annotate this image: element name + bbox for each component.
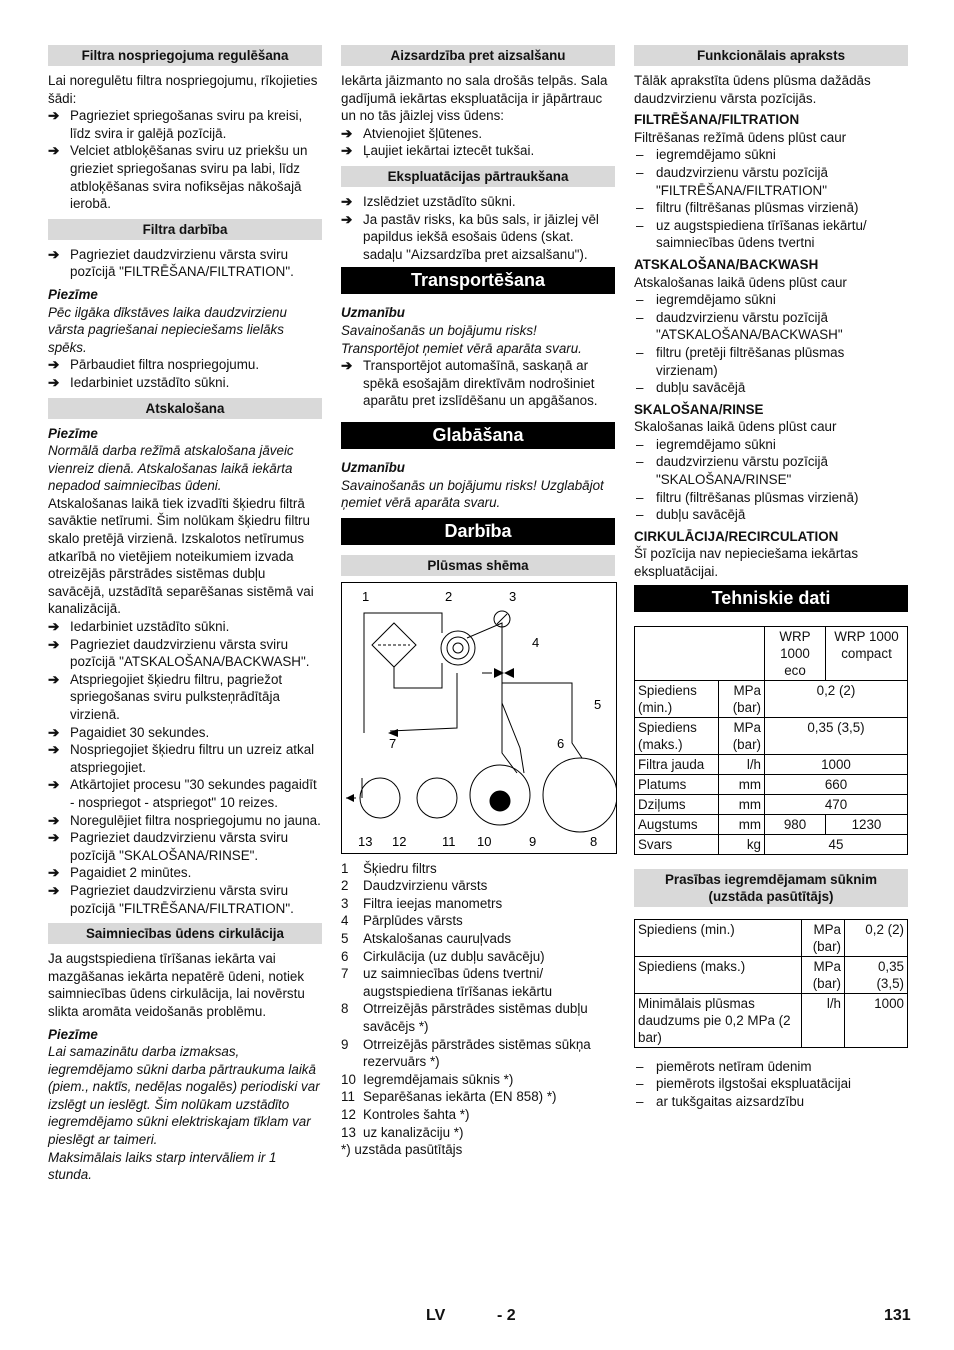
step — [48, 812, 322, 830]
arrow-icon: ➔ — [48, 812, 60, 828]
step-text: iegremdējamo sūkni — [656, 147, 776, 163]
paragraph: Ja augstspiediena tīrīšanas iekārta vai mazgāšanas iekārta nepatērē ūdeni, notiek saimniecības ūdens cirkulācija, lai novērstu slikta aromāta veidošanās problēmu. — [48, 951, 305, 1019]
section-heading: Filtra nospriegojuma regulēšana — [48, 45, 322, 66]
row-unit: kg — [718, 834, 764, 854]
arrow-icon — [346, 794, 354, 802]
legend-number: 1 — [341, 860, 349, 876]
note-text: Normālā darba režīmā atskalošana jāveic vienreiz dienā. Atskalošanas laikā iekārta nepadod saimniecības ūdeni. — [48, 443, 294, 494]
tech-data-table — [634, 626, 908, 855]
row-value: 1000 — [765, 754, 908, 774]
legend-number: 7 — [341, 966, 349, 982]
legend-text: uz kanalizāciju *) — [363, 1124, 464, 1140]
row-label: Dziļums — [635, 794, 719, 814]
arrow-icon: ➔ — [48, 619, 60, 635]
step-text: Atkārtojiet procesu "30 sekundes pagaidīt - nospriegot - atspriegot" 10 reizes. — [70, 777, 317, 810]
legend-number: 2 — [341, 878, 349, 894]
legend-number: 10 — [341, 1071, 356, 1087]
row-label: Minimālais plūsmas daudzums pie 0,2 MPa (2 bar) — [635, 993, 802, 1047]
diagram-label-10: 10 — [477, 833, 492, 849]
row-label: Filtra jauda — [635, 754, 719, 774]
row-value: 0,2 (2) — [845, 919, 908, 956]
requirement-list — [634, 1058, 908, 1111]
paragraph: Tālāk aprakstīta ūdens plūsma dažādās daudzvirzienu vārsta pozīcijās. — [634, 73, 871, 106]
row-unit: mm — [718, 814, 764, 834]
table-row — [635, 919, 908, 956]
flow-diagram-svg — [342, 583, 616, 853]
section-heading: Filtra darbība — [48, 219, 322, 240]
table-header: WRP 1000 compact — [826, 626, 908, 680]
diagram-label-9: 9 — [529, 833, 537, 849]
row-unit: MPa (bar) — [802, 956, 845, 993]
chapter-heading: Darbība — [341, 518, 615, 545]
section-heading: Atskalošana — [48, 398, 322, 419]
section-heading: Plūsmas shēma — [341, 555, 615, 576]
step — [48, 636, 322, 671]
chapter-heading: Tehniskie dati — [634, 585, 908, 612]
row-value: 45 — [765, 834, 908, 854]
legend-text: Cirkulācija (uz dubļu savācēju) — [363, 948, 545, 964]
step-text: Noregulējiet filtra nospriegojumu no jauna. — [70, 812, 321, 828]
mode-list — [634, 111, 908, 524]
diagram-label-11: 11 — [442, 833, 456, 849]
arrow-icon: ➔ — [48, 636, 60, 652]
legend-item — [341, 1071, 615, 1089]
step-text: Pagrieziet daudzvirzienu vārsta sviru pozīcijā "SKALOŠANA/RINSE". — [70, 830, 289, 863]
note-text: Pēc ilgāka dīkstāves laika daudzvirzienu vārsta pagriešanai nepieciešams lielāks spēks. — [48, 304, 287, 355]
row-value: 0,35 (3,5) — [765, 717, 908, 754]
mode-title: FILTRĒŠANA/FILTRATION — [634, 112, 800, 128]
dash-icon: – — [636, 1058, 644, 1074]
diagram-label-8: 8 — [590, 833, 598, 849]
dash-icon: – — [636, 200, 644, 216]
legend-item — [341, 895, 615, 913]
caution-label: Uzmanību — [341, 459, 405, 475]
table-row — [635, 834, 908, 854]
row-unit: mm — [718, 774, 764, 794]
paragraph: Atskalošanas laikā ūdens plūst caur — [634, 274, 847, 290]
row-unit: MPa (bar) — [718, 680, 764, 717]
legend-item — [341, 1036, 615, 1071]
legend-text: Daudzvirzienu vārsts — [363, 878, 488, 894]
note-text: Lai samazinātu darba izmaksas, iegremdējamo sūkni darba pārtraukuma laikā (piem., naktīs, nedēļas nogalēs) periodiski var izslēgt un ieslēgt. Šim nolūkam uzstādīto iegremdējamo sūkni elektriskajam tīklam var pieslēgt ar taimeri. — [48, 1044, 320, 1148]
multiway-valve-shape — [441, 631, 475, 665]
row-label: Spiediens (maks.) — [635, 717, 719, 754]
legend-footnote: *) uzstāda pasūtītājs — [341, 1142, 463, 1158]
dash-icon: – — [636, 489, 644, 505]
caution-label: Uzmanību — [341, 305, 405, 321]
step: ➔ Transportējot automašīnā, saskaņā ar spēkā esošajām direktīvām nodrošiniet aparātu pret izslīdēšanu un apgāšanos. — [341, 358, 598, 409]
legend-item — [341, 912, 615, 930]
legend-number: 5 — [341, 931, 349, 947]
legend-text: Kontroles šahta *) — [363, 1107, 470, 1122]
step — [634, 453, 908, 488]
footer-subpage: - 2 — [497, 1307, 516, 1324]
row-unit: l/h — [802, 993, 845, 1047]
legend-number: 3 — [341, 895, 349, 911]
legend-text: Filtra ieejas manometrs — [363, 895, 503, 911]
step-text: filtru (filtrēšanas plūsmas virzienā) — [656, 489, 859, 505]
row-unit: MPa (bar) — [802, 919, 845, 956]
row-value: 0,2 (2) — [765, 680, 908, 717]
legend-number: 12 — [341, 1107, 356, 1122]
step — [634, 1093, 908, 1111]
mode-title: SKALOŠANA/RINSE — [634, 401, 764, 417]
legend-number: 8 — [341, 1001, 349, 1017]
step-text: ar tukšgaitas aizsardzību — [656, 1093, 805, 1109]
table-row — [635, 794, 908, 814]
tank-12-shape — [360, 778, 400, 818]
section-heading: Ekspluatācijas pārtraukšana — [341, 166, 615, 187]
paragraph: Lai noregulētu filtra nospriegojumu, rīkojieties šādi: — [48, 73, 318, 106]
legend-text: Iegremdējamais sūknis *) — [363, 1071, 514, 1087]
step: ➔ Atvienojiet šļūtenes. — [341, 125, 483, 141]
paragraph: Iekārta jāizmanto no sala drošās telpās. Sala gadījumā iekārtas ekspluatācija ir jāpārtrauc un no tās jāizlej viss ūdens: — [341, 73, 608, 124]
diagram-label-4: 4 — [532, 634, 540, 650]
legend-number: 6 — [341, 948, 349, 964]
column-3 — [634, 44, 908, 1110]
section-heading: Aizsardzība pret aizsalšanu — [341, 45, 615, 66]
arrow-icon: ➔ — [48, 374, 60, 390]
dash-icon: – — [636, 454, 644, 470]
footer-language: LV — [426, 1307, 446, 1324]
tank-8-shape — [543, 758, 616, 832]
diagram-label-2: 2 — [445, 588, 453, 604]
section-heading: Funkcionālais apraksts — [634, 45, 908, 66]
dash-icon: – — [636, 217, 644, 233]
arrow-icon: ➔ — [48, 108, 60, 124]
note-label: Piezīme — [48, 425, 98, 441]
note-label: Piezīme — [48, 286, 98, 302]
dash-icon: – — [636, 344, 644, 360]
row-label: Svars — [635, 834, 719, 854]
step — [634, 291, 908, 309]
arrow-icon: ➔ — [48, 246, 60, 262]
arrow-icon: ➔ — [341, 125, 353, 141]
step-text: Pagrieziet daudzvirzienu vārsta sviru pozīcijā "ATSKALOŠANA/BACKWASH". — [70, 636, 310, 670]
arrow-icon: ➔ — [341, 211, 353, 227]
arrow-icon: ➔ — [48, 865, 60, 881]
step-text: daudzvirzienu vārstu pozīcijā "SKALOŠANA/RINSE" — [656, 454, 828, 488]
dash-icon: – — [636, 309, 644, 325]
arrow-icon: ➔ — [48, 882, 60, 898]
arrow-icon: ➔ — [48, 671, 60, 687]
dash-icon: – — [636, 147, 644, 163]
arrow-icon: ➔ — [341, 358, 353, 374]
step-text: filtru (filtrēšanas plūsmas virzienā) — [656, 200, 859, 216]
step: ➔ Ļaujiet iekārtai iztecēt tukšai. — [341, 143, 535, 159]
step — [634, 506, 908, 524]
row-label: Spiediens (maks.) — [635, 956, 802, 993]
step-text: Pagrieziet daudzvirzienu vārsta sviru pozīcijā "FILTRĒŠANA/FILTRATION". — [70, 882, 294, 916]
table-row — [635, 680, 908, 717]
pump-requirements-table — [634, 919, 908, 1048]
table-row — [635, 956, 908, 993]
arrow-icon: ➔ — [48, 777, 60, 793]
legend-number: 4 — [341, 913, 349, 929]
section-heading: Saimniecības ūdens cirkulācija — [48, 923, 322, 944]
mode-title: ATSKALOŠANA/BACKWASH — [634, 256, 819, 272]
column-1 — [48, 44, 322, 1184]
step — [48, 882, 322, 917]
step — [634, 217, 908, 252]
step — [48, 618, 322, 636]
step-text: filtru (pretēji filtrēšanas plūsmas virzienam) — [656, 344, 845, 378]
diagram-label-13: 13 — [358, 833, 373, 849]
step-text: iegremdējamo sūkni — [656, 292, 776, 308]
step-text: Pagaidiet 2 minūtes. — [70, 865, 192, 881]
arrow-icon: ➔ — [48, 742, 60, 758]
step-text: piemērots ilgstošai ekspluatācijai — [656, 1076, 852, 1092]
row-value: 1230 — [826, 814, 908, 834]
dash-icon: – — [636, 1093, 644, 1109]
legend-text: Otrreizējās pārstrādes sistēmas dubļu savācējs *) — [363, 1001, 588, 1035]
row-unit: mm — [718, 794, 764, 814]
chapter-heading: Transportēšana — [341, 267, 615, 294]
legend-text: Atskalošanas cauruļvads — [363, 931, 512, 947]
table-row — [635, 717, 908, 754]
diagram-label-3: 3 — [509, 588, 517, 604]
table-row — [635, 814, 908, 834]
legend-item — [341, 930, 615, 948]
step-text: Nospriegojiet šķiedru filtru un uzreiz atkal atspriegojiet. — [70, 742, 315, 775]
legend-item — [341, 965, 615, 1000]
paragraph: Atskalošanas laikā tiek izvadīti šķiedru filtrā savāktie netīrumi. Šim nolūkam šķiedru filtru skalo pretējā virzienā. Izskalotos netīrumus atkarībā no vietējiem noteikumiem izvada otreizējās pārstrādes sistēmas dubļu savācējā, uzstādītā separēšanas sistēmā vai kanalizācijā. — [48, 495, 314, 617]
step — [634, 489, 908, 507]
table-row — [635, 754, 908, 774]
step — [48, 724, 322, 742]
step — [634, 164, 908, 199]
mode-title: CIRKULĀCIJA/RECIRCULATION — [634, 528, 839, 544]
legend-number: 9 — [341, 1036, 349, 1052]
paragraph: Šī pozīcija nav nepieciešama iekārtas ekspluatācijai. — [634, 546, 859, 580]
step-text: dubļu savācējā — [656, 380, 746, 396]
step: ➔ Pagrieziet spriegošanas sviru pa kreisi, līdz svira ir galējā pozīcijā. — [48, 108, 303, 141]
diagram-label-7: 7 — [389, 735, 397, 751]
diagram-label-12: 12 — [392, 833, 407, 849]
step-text: iegremdējamo sūkni — [656, 436, 776, 452]
step — [634, 436, 908, 454]
step — [48, 671, 322, 724]
diagram-legend — [341, 860, 615, 1142]
legend-text: uz saimniecības ūdens tvertni/ augstspiediena tīrīšanas iekārtu — [363, 966, 553, 999]
step — [634, 1075, 908, 1093]
dash-icon: – — [636, 1076, 644, 1092]
caution-text: Savainošanās un bojājumu risks! Uzglabājot ņemiet vērā aparāta svaru. — [341, 477, 604, 511]
arrow-icon: ➔ — [48, 357, 60, 373]
legend-number: 13 — [341, 1124, 356, 1140]
step-text: Pagaidiet 30 sekundes. — [70, 724, 210, 740]
diagram-label-6: 6 — [557, 735, 565, 751]
dash-icon: – — [636, 380, 644, 396]
legend-item — [341, 1106, 615, 1124]
table-header: WRP 1000 eco — [765, 626, 826, 680]
step — [634, 146, 908, 164]
step: ➔ Iedarbiniet uzstādīto sūkni. — [48, 374, 230, 390]
row-label: Spiediens (min.) — [635, 680, 719, 717]
tank-11-shape — [417, 778, 457, 818]
step — [48, 829, 322, 864]
step-text: dubļu savācējā — [656, 507, 746, 523]
step — [634, 379, 908, 397]
step — [48, 741, 322, 776]
arrow-icon: ➔ — [48, 830, 60, 846]
dash-icon: – — [636, 164, 644, 180]
row-value: 1000 — [845, 993, 908, 1047]
table-row — [635, 774, 908, 794]
row-value: 0,35 (3,5) — [845, 956, 908, 993]
table-row — [635, 993, 908, 1047]
paragraph: Skalošanas laikā ūdens plūst caur — [634, 419, 837, 435]
arrow-icon: ➔ — [341, 143, 353, 159]
diagram-label-5: 5 — [594, 696, 602, 712]
page-number: 131 — [884, 1307, 911, 1324]
legend-item — [341, 1088, 615, 1106]
step-text: Iedarbiniet uzstādīto sūkni. — [70, 619, 230, 635]
legend-text: Pārplūdes vārsts — [363, 913, 463, 929]
arrow-icon: ➔ — [48, 724, 60, 740]
legend-number: 11 — [341, 1089, 355, 1105]
step — [634, 344, 908, 379]
step — [48, 864, 322, 882]
column-2 — [341, 44, 615, 1159]
legend-item — [341, 1124, 615, 1142]
dash-icon: – — [636, 436, 644, 452]
legend-text: Separēšanas iekārta (EN 858) *) — [363, 1089, 557, 1105]
step-text: uz augstspiediena tīrīšanas iekārtu/ saimniecības ūdens tvertni — [656, 217, 867, 251]
overflow-valve-icon — [504, 668, 514, 678]
step: ➔ Ja pastāv risks, ka būs sals, ir jāizlej vēl papildus iekšā esošais ūdens (skat. sadaļu "Aizsardzība pret aizsalšanu"). — [341, 211, 599, 262]
note-text: Maksimālais laiks starp intervāliem ir 1 stunda. — [48, 1149, 277, 1183]
step-list — [48, 618, 322, 917]
legend-text: Otrreizējās pārstrādes sistēmas sūkņa rezervuārs *) — [363, 1036, 591, 1070]
row-value: 660 — [765, 774, 908, 794]
chapter-heading: Glabāšana — [341, 422, 615, 449]
arrow-icon: ➔ — [48, 143, 60, 159]
legend-item — [341, 860, 615, 878]
dash-icon: – — [636, 507, 644, 523]
step-text: Atspriegojiet šķiedru filtru, pagriežot spriegošanas sviru pulksteņrādītāja virzienā. — [70, 671, 283, 722]
step — [634, 309, 908, 344]
row-label: Augstums — [635, 814, 719, 834]
step-text: daudzvirzienu vārstu pozīcijā "ATSKALOŠANA/BACKWASH" — [656, 309, 843, 343]
step — [634, 199, 908, 217]
step-text: piemērots netīram ūdenim — [656, 1058, 812, 1074]
row-label: Platums — [635, 774, 719, 794]
diagram-label-1: 1 — [362, 588, 370, 604]
section-heading: Prasības iegremdējamam sūknim (uzstāda pasūtītājs) — [634, 869, 908, 907]
legend-item — [341, 877, 615, 895]
arrow-icon: ➔ — [341, 193, 353, 209]
paragraph: Filtrēšanas režīmā ūdens plūst caur — [634, 129, 847, 145]
note-label: Piezīme — [48, 1026, 98, 1042]
row-value: 980 — [765, 814, 826, 834]
step: ➔ Izslēdziet uzstādīto sūkni. — [341, 193, 516, 209]
row-label: Spiediens (min.) — [635, 919, 802, 956]
dash-icon: – — [636, 292, 644, 308]
row-value: 470 — [765, 794, 908, 814]
row-unit: MPa (bar) — [718, 717, 764, 754]
legend-item — [341, 948, 615, 966]
step-text: daudzvirzienu vārstu pozīcijā "FILTRĒŠANA/FILTRATION" — [656, 164, 828, 198]
step: ➔ Pagrieziet daudzvirzienu vārsta sviru pozīcijā "FILTRĒŠANA/FILTRATION". — [48, 246, 294, 280]
step — [634, 1058, 908, 1076]
step — [48, 776, 322, 811]
row-unit: l/h — [718, 754, 764, 774]
step: ➔ Pārbaudiet filtra nospriegojumu. — [48, 357, 260, 373]
flow-diagram — [341, 582, 617, 854]
legend-text: Šķiedru filtrs — [363, 860, 437, 876]
caution-text: Savainošanās un bojājumu risks! Transportējot ņemiet vērā aparāta svaru. — [341, 322, 582, 356]
step: ➔ Velciet atbloķēšanas sviru uz priekšu un grieziet spriegošanas sviru pa labi, līdz atbloķēšanas svira nofiksējas nākošajā ierobā. — [48, 143, 308, 212]
legend-item — [341, 1000, 615, 1035]
